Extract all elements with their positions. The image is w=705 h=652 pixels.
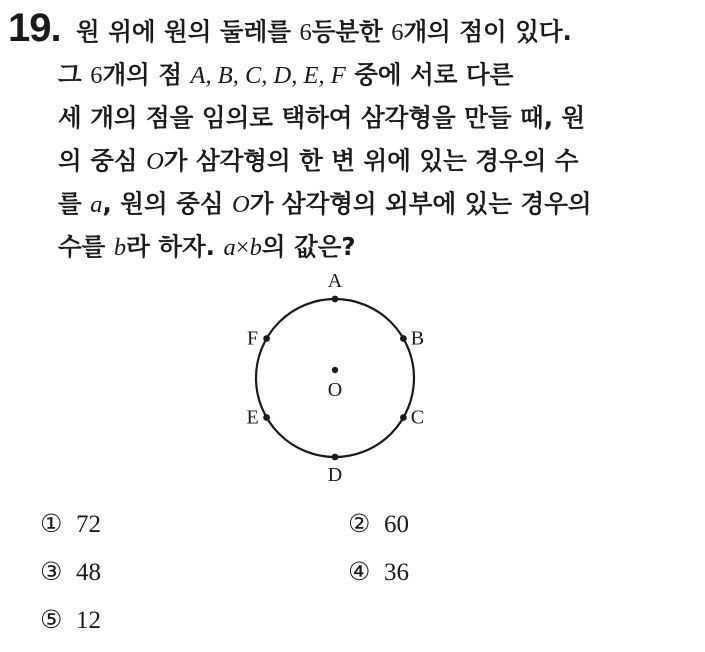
circle-point-c xyxy=(400,414,407,421)
problem-text-line xyxy=(58,225,698,268)
text-segment: 의 값은? xyxy=(261,232,356,261)
point-label-d: D xyxy=(327,464,343,485)
text-segment: 개의 점 xyxy=(102,60,191,89)
point-label-e: E xyxy=(246,406,259,429)
choice-1[interactable] xyxy=(40,510,101,540)
circle-point-d xyxy=(332,454,339,461)
choice-number-mark: ③ xyxy=(40,559,63,586)
circle-point-a xyxy=(332,296,339,303)
problem-text-line xyxy=(58,139,698,182)
math-segment: b xyxy=(249,234,262,261)
circle-point-b xyxy=(400,335,407,342)
math-segment: 6 xyxy=(90,62,103,89)
choice-5[interactable] xyxy=(40,606,101,636)
text-segment: 원 위에 원의 둘레를 xyxy=(76,17,300,46)
math-segment: × xyxy=(235,234,250,261)
text-segment: 개의 점이 있다. xyxy=(403,17,572,46)
circle-diagram xyxy=(230,265,450,485)
problem-text-line xyxy=(58,53,698,96)
choice-value: 48 xyxy=(76,559,101,586)
problem-text-line xyxy=(76,10,698,53)
choice-number-mark: ⑤ xyxy=(40,607,63,634)
text-segment: 중에 서로 다른 xyxy=(345,60,514,89)
text-segment: 그 xyxy=(58,60,91,89)
problem-text-line xyxy=(58,96,698,139)
circle-point-e xyxy=(263,414,270,421)
choice-3[interactable] xyxy=(40,558,101,588)
choice-number-mark: ④ xyxy=(348,559,371,586)
math-segment: b xyxy=(113,234,127,261)
text-segment: , 원의 중심 xyxy=(102,189,233,218)
choice-value: 60 xyxy=(384,511,409,538)
math-segment: a xyxy=(90,191,103,218)
center-point xyxy=(332,367,338,373)
point-label-f: F xyxy=(247,327,259,350)
text-segment: 의 중심 xyxy=(58,146,147,175)
point-label-b: B xyxy=(410,327,425,350)
choice-value: 72 xyxy=(76,511,101,538)
problem-text-line xyxy=(58,182,698,225)
choice-4[interactable] xyxy=(348,558,409,588)
text-segment: 등분한 xyxy=(311,17,392,46)
circle-point-f xyxy=(263,335,270,342)
text-segment: 라 하자. xyxy=(126,232,224,261)
math-segment: 6 xyxy=(391,19,404,46)
point-label-c: C xyxy=(410,406,425,429)
choice-value: 12 xyxy=(76,607,101,634)
circle-outline xyxy=(256,299,414,457)
choice-number-mark: ② xyxy=(348,511,371,538)
text-segment: 수를 xyxy=(58,232,114,261)
choice-2[interactable] xyxy=(348,510,409,540)
math-segment: O xyxy=(146,148,164,175)
math-segment: 6 xyxy=(299,19,312,46)
center-label: O xyxy=(327,379,343,401)
point-label-a: A xyxy=(327,270,343,292)
math-segment: O xyxy=(232,191,250,218)
math-segment: A, B, C, D, E, F xyxy=(190,62,346,89)
problem-number: 19. xyxy=(8,6,61,50)
choice-number-mark: ① xyxy=(40,511,63,538)
math-segment: a xyxy=(223,234,236,261)
circle-figure xyxy=(230,265,450,489)
text-segment: 를 xyxy=(58,189,91,218)
text-segment: 가 삼각형의 외부에 있는 경우의 xyxy=(249,189,592,218)
problem-stem xyxy=(58,10,698,268)
text-segment: 세 개의 점을 임의로 택하여 삼각형을 만들 때, 원 xyxy=(58,103,586,132)
choice-value: 36 xyxy=(384,559,409,586)
text-segment: 가 삼각형의 한 변 위에 있는 경우의 수 xyxy=(163,146,579,175)
